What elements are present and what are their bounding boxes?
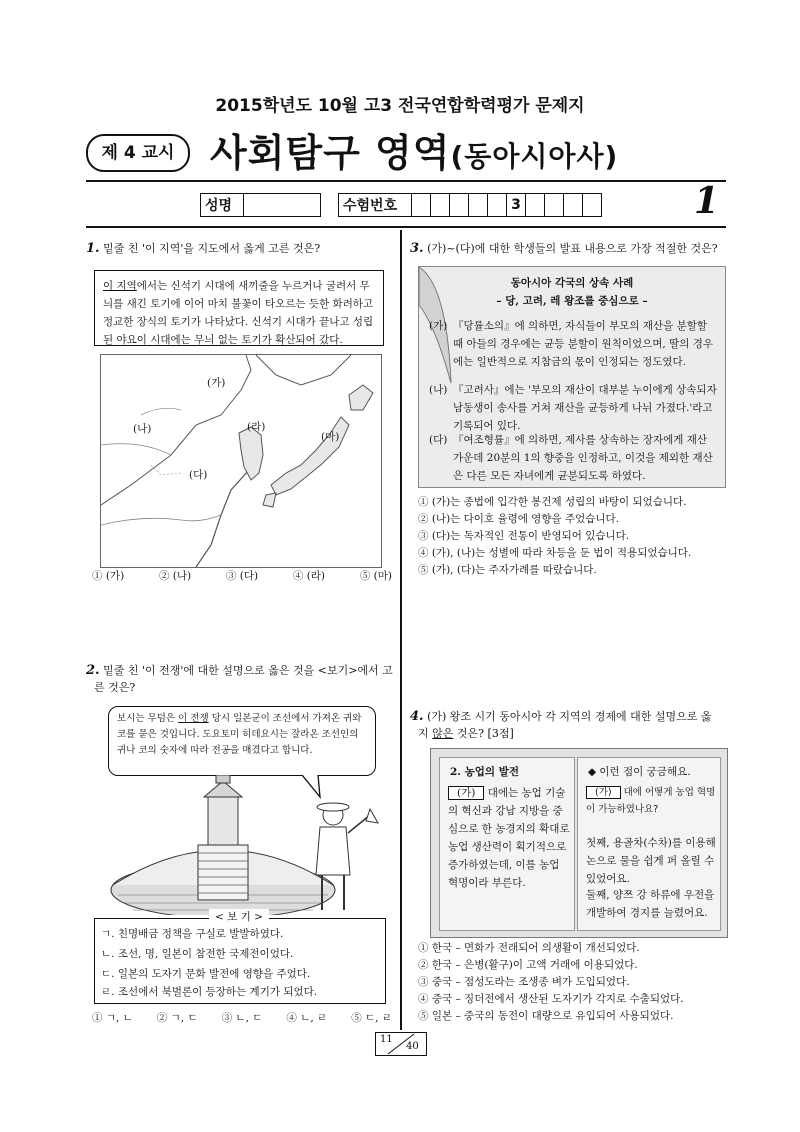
q4-stem-line1: (가) 왕조 시기 동아시아 각 지역의 경제에 대한 설명으로 옳 [427,710,712,723]
q4-book-right-answer-2: 둘째, 양쯔 강 하류에 우전을 개발하여 경지를 늘렸어요. [586,889,715,919]
q1-map [100,354,382,568]
q3-option-1[interactable]: ① (가)는 종법에 입각한 봉건제 성립의 바탕이 되었습니다. [418,496,687,508]
q2-bogi-item-4: ㄹ. 조선에서 북벌론이 등장하는 계기가 되었다. [101,986,318,998]
q1-passage-rest: 에서는 신석기 시대에 새끼줄을 누르거나 굴려서 무늬를 새긴 토기에 이어 마치 불꽃이 타오르는 듯한 화려하고 정교한 장식의 토기가 나타났다. 신석기 시대가 끝나고 성립된 야요이 시대에는 무늬 없는 토기가 확산되어 갔다. [103,280,374,346]
q3-option-3[interactable]: ③ (다)는 독자적인 전통이 반영되어 있습니다. [418,530,630,542]
q3-stem [410,240,726,257]
q1-options [92,568,392,585]
q4-option-4[interactable]: ④ 중국 – 징더전에서 생산된 도자기가 각지로 수출되었다. [418,993,684,1005]
q2-options [92,1010,392,1027]
q3-number: 3. [410,241,424,256]
exam-number-cell[interactable] [545,194,564,217]
q4-book-right-page [577,757,721,931]
map-label-da: (다) [189,469,208,481]
q4-book-left-page [439,757,575,931]
exam-number-box [338,193,602,217]
q4-book-right-box: (가) [586,786,621,799]
q4-option-2[interactable]: ② 한국 – 은병(활구)이 고액 거래에 이용되었다. [418,959,638,971]
q1-option-2[interactable]: ② (나) [158,570,192,582]
exam-number-cell[interactable]: 3 [507,194,526,217]
q2-bogi-item-1: ㄱ. 친명배금 정책을 구실로 발발하였다. [101,928,284,940]
q2-bubble-underlined: 이 전쟁 [178,713,209,724]
q4-options [418,940,728,1025]
subject-title [210,122,618,177]
column-divider [400,230,402,1030]
q3-entry-label: (나) [429,384,448,396]
exam-number-cell[interactable] [488,194,507,217]
exam-number-cell[interactable] [564,194,583,217]
q3-entry-text: 『고려사』에는 '부모의 재산이 대부분 누이에게 상속되자 남동생이 송사를 거쳐 재산을 균등하게 나뉘 가졌다.'라고 기록되어 있다. [453,384,717,432]
map-label-na: (나) [133,423,152,435]
q2-bogi-item-2: ㄴ. 조선, 명, 일본이 참전한 국제전이었다. [101,948,294,960]
map-label-ma: (마) [321,431,340,443]
q4-open-book [430,748,728,938]
q1-passage-underlined: 이 지역 [103,280,137,292]
q1-option-5[interactable]: ⑤ (마) [359,570,392,582]
q2-bogi-item-3: ㄷ. 일본의 도자기 문화 발전에 영향을 주었다. [101,968,311,980]
exam-number-cell[interactable] [469,194,488,217]
q4-book-left-text [448,784,570,892]
q2-stem-line2: 른 것은? [94,681,136,694]
q2-option-2[interactable]: ② ㄱ, ㄷ [156,1012,198,1024]
q4-stem [410,708,726,742]
q4-number: 4. [410,709,424,724]
page-total: 40 [406,1041,419,1052]
q2-stem-line1: 밑줄 친 '이 전쟁'에 대한 설명으로 옳은 것을 <보기>에서 고 [103,664,393,677]
name-field[interactable] [244,194,321,217]
exam-number-cell[interactable] [412,194,431,217]
q2-bubble-pre: 보시는 무덤은 [117,713,179,724]
q3-stem-text: (가)~(다)에 대한 학생들의 발표 내용으로 가장 적절한 것은? [427,242,718,255]
q4-option-3[interactable]: ③ 중국 – 점성도라는 조생종 벼가 도입되었다. [418,976,630,988]
header-rule-bottom [86,226,726,228]
q2-option-4[interactable]: ④ ㄴ, ㄹ [286,1012,328,1024]
q3-entry-da [429,431,719,485]
q4-option-1[interactable]: ① 한국 – 면화가 전래되어 의생활이 개선되었다. [418,942,640,954]
exam-number-cell[interactable] [450,194,469,217]
q3-entry-label: (가) [429,320,448,332]
q1-passage [94,270,384,346]
page-current: 11 [380,1034,393,1045]
name-label: 성명 [201,194,244,217]
q2-option-3[interactable]: ③ ㄴ, ㄷ [221,1012,263,1024]
q4-option-5[interactable]: ⑤ 일본 – 중국의 동전이 대량으로 유입되어 사용되었다. [418,1010,674,1022]
q3-entry-text: 『당률소의』에 의하면, 자식들이 부모의 재산을 분할할 때 아들의 경우에는 균등 분할이 원칙이었으며, 딸의 경우에는 일반적으로 지참금의 몫이 인정되는 정도였다. [453,320,713,368]
subject-main: 사회탐구 영역 [210,131,451,175]
q3-options [418,494,728,579]
map-label-ga: (가) [207,377,226,389]
exam-number-cell[interactable] [583,194,602,217]
exam-number-cell[interactable] [431,194,450,217]
q4-book-right-question: 대에 어떻게 농업 혁명이 가능하였나요? [586,787,716,815]
q3-option-5[interactable]: ⑤ (가), (다)는 주자가례를 따랐습니다. [418,564,597,576]
q4-book-right-answer-1: 첫째, 용골차(수차)를 이용해 논으로 물을 쉽게 퍼 올릴 수 있었어요. [586,837,716,885]
page-number: 1 [694,180,720,222]
q2-bubble-post: 당시 일본군이 조선에서 가져온 귀와 코를 묻은 것입니다. 도요토미 히데요시는 잘라온 조선인의 귀나 코의 숫자에 따라 전공을 매겼다고 합니다. [117,713,362,756]
q3-option-4[interactable]: ④ (가), (나)는 성별에 따라 차등을 둔 법이 적용되었습니다. [418,547,692,559]
exam-title: 2015학년도 10월 고3 전국연합학력평가 문제지 [215,96,585,116]
q2-number: 2. [86,663,100,678]
q3-panel-title: 동아시아 각국의 상속 사례 [510,277,634,289]
page-counter [375,1032,427,1056]
q1-stem-text: 밑줄 친 '이 지역'을 지도에서 옳게 고른 것은? [103,242,321,255]
q1-stem [86,240,391,257]
q2-option-1[interactable]: ① ㄱ, ㄴ [92,1012,133,1024]
q1-option-4[interactable]: ④ (라) [292,570,326,582]
q3-entry-text: 『여조형률』에 의하면, 제사를 상속하는 장자에게 재산 가운데 20분의 1의 향중을 인정하고, 이것을 제외한 재산은 다른 모든 자녀에게 균분되도록 하였다. [453,434,713,482]
q4-stem-line2-post: 것은? [3점] [453,727,514,740]
east-asia-map [101,355,381,567]
q2-speech-bubble [108,706,376,776]
q4-stem-line2-underlined: 않은 [432,727,454,740]
q3-panel [418,266,726,488]
q4-book-left-title: 2. 농업의 발전 [450,766,519,778]
q2-stem [86,662,396,696]
q3-entry-ga [429,317,719,371]
q1-option-3[interactable]: ③ (다) [225,570,259,582]
q1-option-1[interactable]: ① (가) [92,570,125,582]
q2-bogi-box [94,911,386,1004]
ear-tomb-illustration [108,775,388,915]
q3-entry-na [429,381,719,435]
q4-stem-line2-pre: 지 [418,727,433,740]
exam-number-cell[interactable] [526,194,545,217]
session-badge: 제 4 교시 [86,134,190,172]
map-label-ra: (라) [247,421,266,433]
q4-book-right-title: ◆ 이런 점이 궁금해요. [588,766,691,778]
q3-panel-subtitle: – 당, 고려, 레 왕조를 중심으로 – [496,295,648,307]
q1-number: 1. [86,241,100,256]
header-rule [86,180,726,182]
q2-bogi-title: < 보 기 > [209,909,269,926]
q2-option-5[interactable]: ⑤ ㄷ, ㄹ [351,1012,392,1024]
q4-book-right-text [586,784,716,818]
q3-option-2[interactable]: ② (나)는 다이호 율령에 영향을 주었습니다. [418,513,620,525]
exam-number-label: 수험번호 [339,194,412,217]
name-box [200,193,321,217]
q4-book-left-body: 대에는 농업 기술의 혁신과 강남 지방을 중심으로 한 농경지의 확대로 농업 생산력이 획기적으로 증가하였는데, 이를 농업 혁명이라 부른다. [448,787,570,889]
subject-sub: (동아시아사) [450,140,619,173]
q3-entry-label: (다) [429,434,448,446]
q4-book-left-box: (가) [448,786,484,800]
